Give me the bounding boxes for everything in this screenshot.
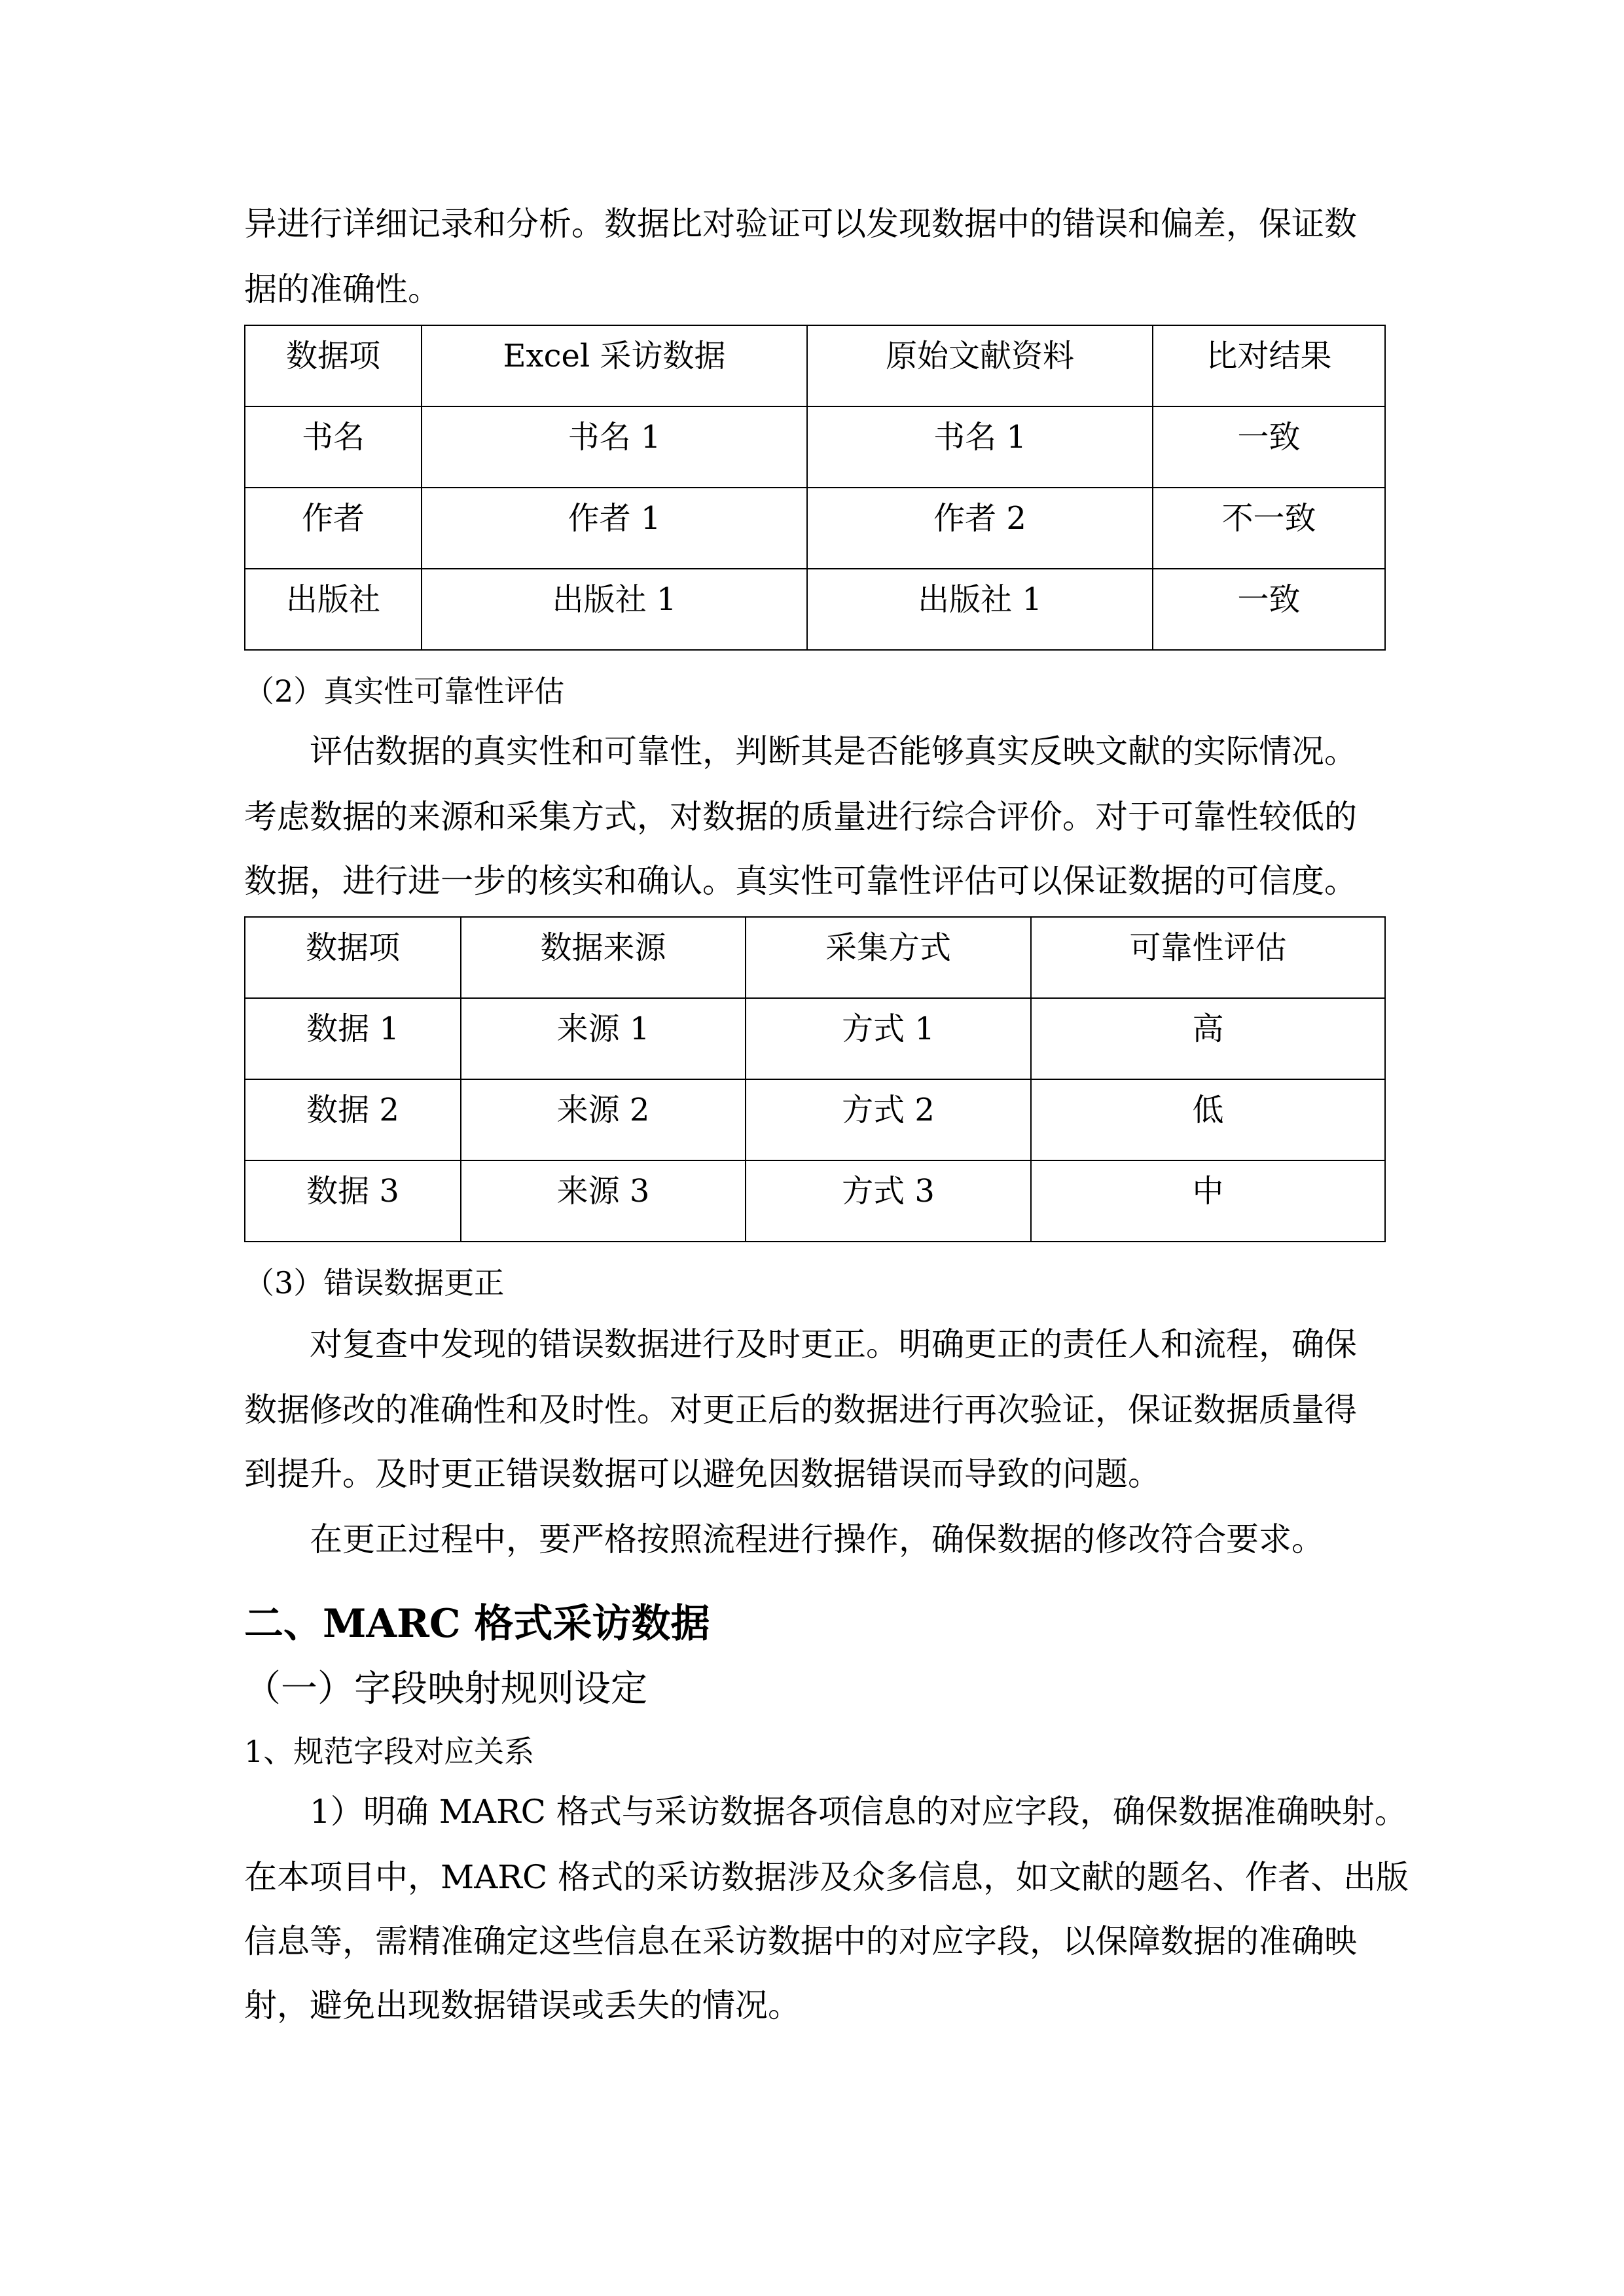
table-header-cell: 数据项 [245, 917, 461, 998]
section-heading-error-correction: （3）错误数据更正 [244, 1265, 505, 1300]
table-cell: 不一致 [1153, 488, 1385, 569]
section2-line-3: 数据，进行进一步的核实和确认。真实性可靠性评估可以保证数据的可信度。 [244, 862, 1357, 900]
table-cell: 出版社 1 [807, 569, 1153, 650]
table-cell: 作者 2 [807, 488, 1153, 569]
section3-line-1: 对复查中发现的错误数据进行及时更正。明确更正的责任人和流程，确保 [310, 1325, 1357, 1363]
subsection-heading: （一）字段映射规则设定 [244, 1668, 647, 1710]
table-cell: 一致 [1153, 569, 1385, 650]
item-heading: 1、规范字段对应关系 [244, 1734, 535, 1769]
table-row [245, 1079, 1385, 1160]
table-cell: 作者 1 [422, 488, 807, 569]
table-header-row [245, 325, 1385, 406]
table-header-cell: Excel 采访数据 [422, 325, 807, 406]
table-cell: 方式 2 [746, 1079, 1031, 1160]
table-header-cell: 原始文献资料 [807, 325, 1153, 406]
chapter2-line-4: 射，避免出现数据错误或丢失的情况。 [244, 1986, 801, 2024]
table-cell: 来源 3 [461, 1160, 746, 1242]
table-cell: 作者 [245, 488, 422, 569]
table-cell: 数据 3 [245, 1160, 461, 1242]
table-cell: 低 [1031, 1079, 1385, 1160]
table-row [245, 569, 1385, 650]
table-header-cell: 数据来源 [461, 917, 746, 998]
table-header-cell: 比对结果 [1153, 325, 1385, 406]
chapter2-line-2: 在本项目中，MARC 格式的采访数据涉及众多信息，如文献的题名、作者、出版 [244, 1858, 1409, 1896]
table-cell: 出版社 1 [422, 569, 807, 650]
table-row [245, 1160, 1385, 1242]
section-heading-authenticity: （2）真实性可靠性评估 [244, 673, 565, 709]
table-row [245, 998, 1385, 1079]
comparison-table [244, 325, 1386, 651]
table-header-row [245, 917, 1385, 998]
table-cell: 中 [1031, 1160, 1385, 1242]
table-header-cell: 可靠性评估 [1031, 917, 1385, 998]
chapter-heading: 二、MARC 格式采访数据 [244, 1601, 710, 1647]
section3-paragraph-2: 在更正过程中，要严格按照流程进行操作，确保数据的修改符合要求。 [310, 1520, 1324, 1558]
table-header-cell: 数据项 [245, 325, 422, 406]
table-cell: 方式 3 [746, 1160, 1031, 1242]
section2-line-1: 评估数据的真实性和可靠性，判断其是否能够真实反映文献的实际情况。 [310, 732, 1357, 770]
chapter2-line-1: 1）明确 MARC 格式与采访数据各项信息的对应字段，确保数据准确映射。 [310, 1793, 1407, 1831]
reliability-table [244, 916, 1386, 1242]
table-row [245, 488, 1385, 569]
intro-line-1: 异进行详细记录和分析。数据比对验证可以发现数据中的错误和偏差，保证数 [244, 205, 1357, 243]
table-cell: 数据 1 [245, 998, 461, 1079]
table-cell: 来源 1 [461, 998, 746, 1079]
table-cell: 一致 [1153, 406, 1385, 488]
section3-line-2: 数据修改的准确性和及时性。对更正后的数据进行再次验证，保证数据质量得 [244, 1391, 1357, 1429]
chapter2-line-3: 信息等，需精准确定这些信息在采访数据中的对应字段，以保障数据的准确映 [244, 1922, 1357, 1960]
intro-line-2: 据的准确性。 [244, 270, 441, 308]
table-cell: 书名 1 [422, 406, 807, 488]
table-header-cell: 采集方式 [746, 917, 1031, 998]
section3-line-3: 到提升。及时更正错误数据可以避免因数据错误而导致的问题。 [244, 1455, 1161, 1493]
table-cell: 出版社 [245, 569, 422, 650]
table-cell: 方式 1 [746, 998, 1031, 1079]
section2-line-2: 考虑数据的来源和采集方式，对数据的质量进行综合评价。对于可靠性较低的 [244, 798, 1357, 836]
table-row [245, 406, 1385, 488]
table-cell: 书名 [245, 406, 422, 488]
table-cell: 高 [1031, 998, 1385, 1079]
table-cell: 书名 1 [807, 406, 1153, 488]
table-cell: 数据 2 [245, 1079, 461, 1160]
table-cell: 来源 2 [461, 1079, 746, 1160]
